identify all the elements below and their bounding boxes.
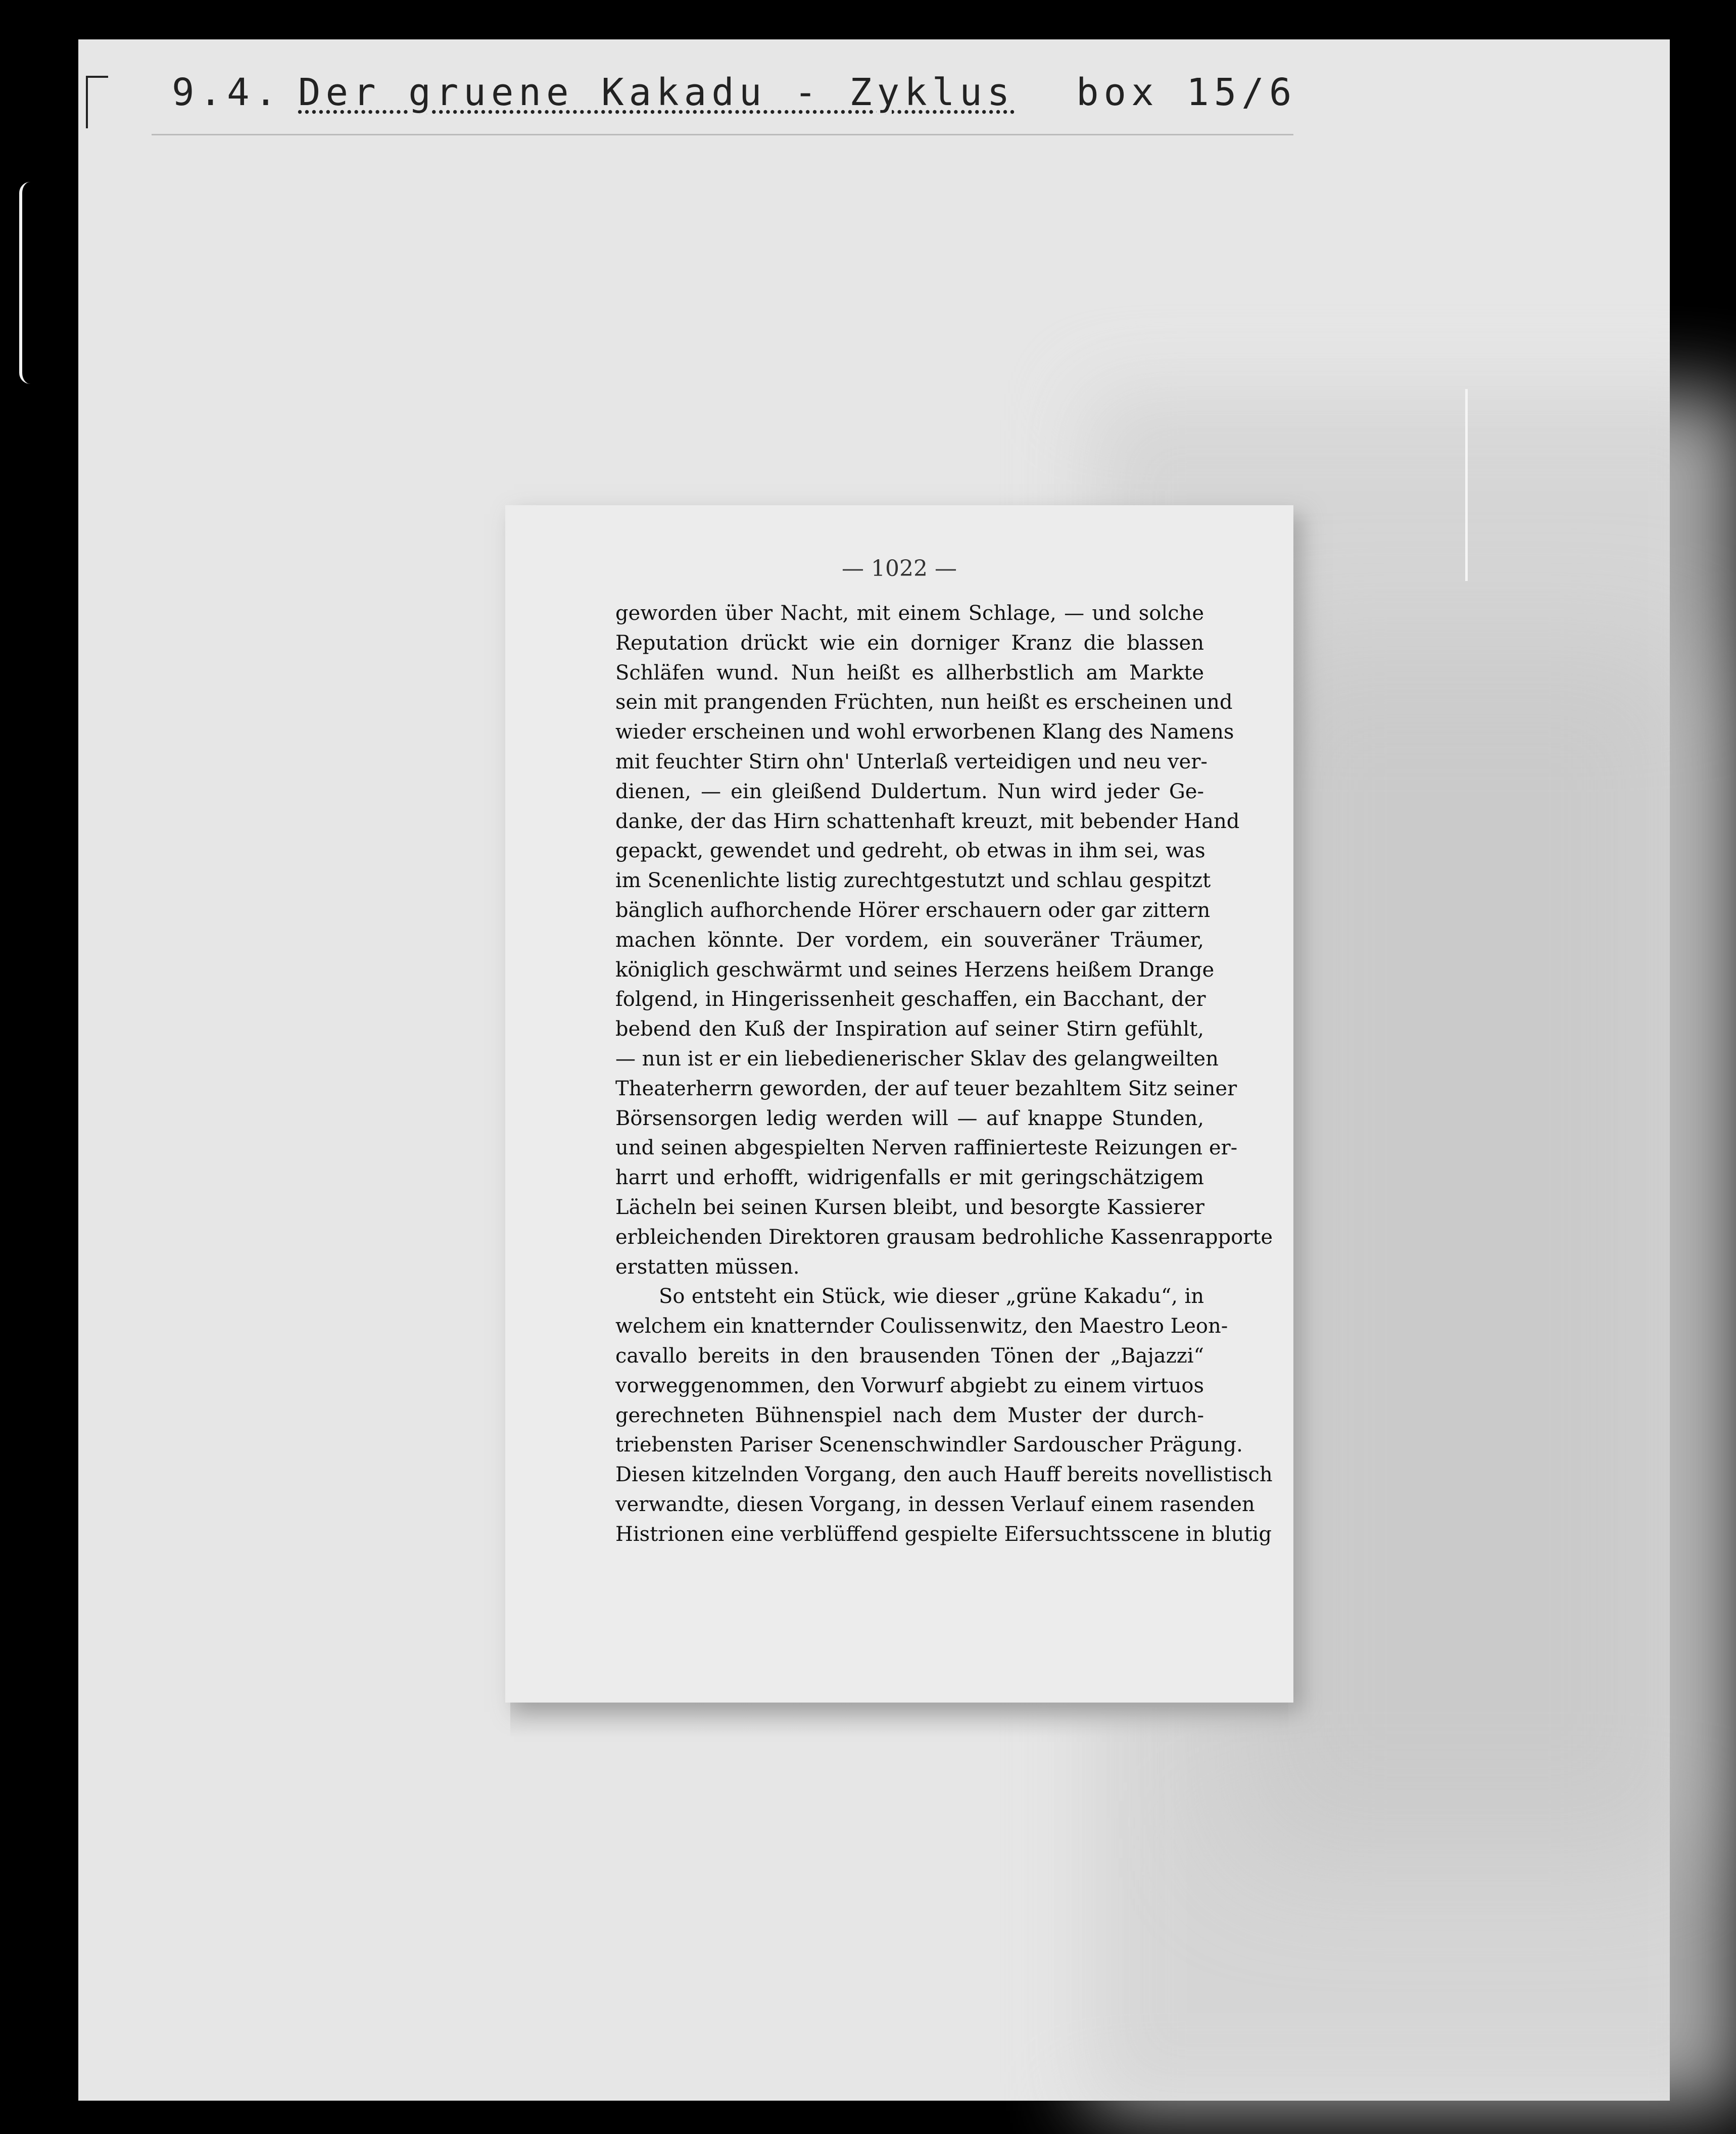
text-line: folgend, in Hingerissenheit geschaffen, ein Bacchant, der (615, 988, 1206, 1011)
text-line: machen könnte. Der vordem, ein souveräner Träumer, (615, 928, 1204, 952)
text-line: welchem ein knatternder Coulissenwitz, den Maestro Leon- (615, 1315, 1228, 1338)
text-line: Lächeln bei seinen Kursen bleibt, und besorgte Kassierer (615, 1195, 1204, 1219)
text-line: bänglich aufhorchende Hörer erschauern oder gar zittern (615, 898, 1211, 922)
text-line: So entsteht ein Stück, wie dieser „grüne Kakadu“, in (659, 1285, 1204, 1308)
text-line: sein mit prangenden Früchten, nun heißt es erscheinen und (615, 691, 1233, 714)
text-line: verwandte, diesen Vorgang, in dessen Verlauf einem rasenden (615, 1492, 1255, 1516)
text-line: Börsensorgen ledig werden will — auf knappe Stunden, (615, 1106, 1204, 1130)
text-line: — nun ist er ein liebedienerischer Sklav des gelangweilten (615, 1047, 1219, 1071)
text-line: Theaterherrn geworden, der auf teuer bezahltem Sitz seiner (615, 1077, 1237, 1100)
text-line: cavallo bereits in den brausenden Tönen der „Bajazzi“ (615, 1344, 1204, 1368)
text-line: königlich geschwärmt und seines Herzens heißem Drange (615, 958, 1215, 982)
text-line: geworden über Nacht, mit einem Schlage, — und solche (615, 602, 1204, 625)
text-line: bebend den Kuß der Inspiration auf seiner Stirn gefühlt, (615, 1017, 1204, 1041)
margin-mark-right (1465, 389, 1472, 581)
text-line: dienen, — ein gleißend Duldertum. Nun wird jeder Ge- (615, 780, 1204, 803)
text-line: erbleichenden Direktoren grausam bedrohliche Kassenrapporte (615, 1225, 1273, 1249)
text-line: gerechneten Bühnenspiel nach dem Muster der durch- (615, 1403, 1204, 1427)
newspaper-clipping (505, 505, 1293, 1703)
text-line: triebensten Pariser Scenenschwindler Sardouscher Prägung. (615, 1433, 1243, 1457)
margin-mark-left (19, 182, 30, 384)
text-line: mit feuchter Stirn ohn' Unterlaß verteidigen und neu ver- (615, 750, 1208, 773)
clipping-shadow (510, 1703, 1288, 1738)
text-line: harrt und erhofft, widrigenfalls er mit geringschätzigem (615, 1166, 1204, 1190)
cycle-title: Der gruene Kakadu - Zyklus (298, 71, 1015, 114)
page-number: — 1022 — (842, 556, 957, 581)
archive-header (172, 71, 1304, 131)
text-line: und seinen abgespielten Nerven raffinierteste Reizungen er- (615, 1136, 1238, 1160)
text-line: Reputation drückt wie ein dorniger Kranz die blassen (615, 631, 1204, 655)
text-line: im Scenenlichte listig zurechtgestutzt und schlau gespitzt (615, 869, 1211, 893)
text-line: gepackt, gewendet und gedreht, ob etwas in ihm sei, was (615, 839, 1205, 863)
text-line: Schläfen wund. Nun heißt es allherbstlich am Markte (615, 661, 1204, 685)
article-text (615, 599, 1273, 1549)
corner-bracket (86, 76, 108, 128)
shadow-area-dark (1240, 646, 1695, 1858)
header-rule (152, 134, 1293, 135)
text-line: Diesen kitzelnden Vorgang, den auch Hauff bereits novellistisch (615, 1463, 1273, 1487)
text-line: wieder erscheinen und wohl erworbenen Klang des Namens (615, 720, 1234, 744)
section-number: 9.4. (172, 71, 282, 114)
text-line: erstatten müssen. (615, 1255, 800, 1279)
box-label: box 15/6 (1076, 71, 1297, 114)
text-line: danke, der das Hirn schattenhaft kreuzt, mit bebender Hand (615, 809, 1240, 833)
text-line: vorweggenommen, den Vorwurf abgiebt zu einem virtuos (615, 1374, 1204, 1397)
text-line: Histrionen eine verblüffend gespielte Eifersuchtsscene in blutig (615, 1522, 1272, 1546)
